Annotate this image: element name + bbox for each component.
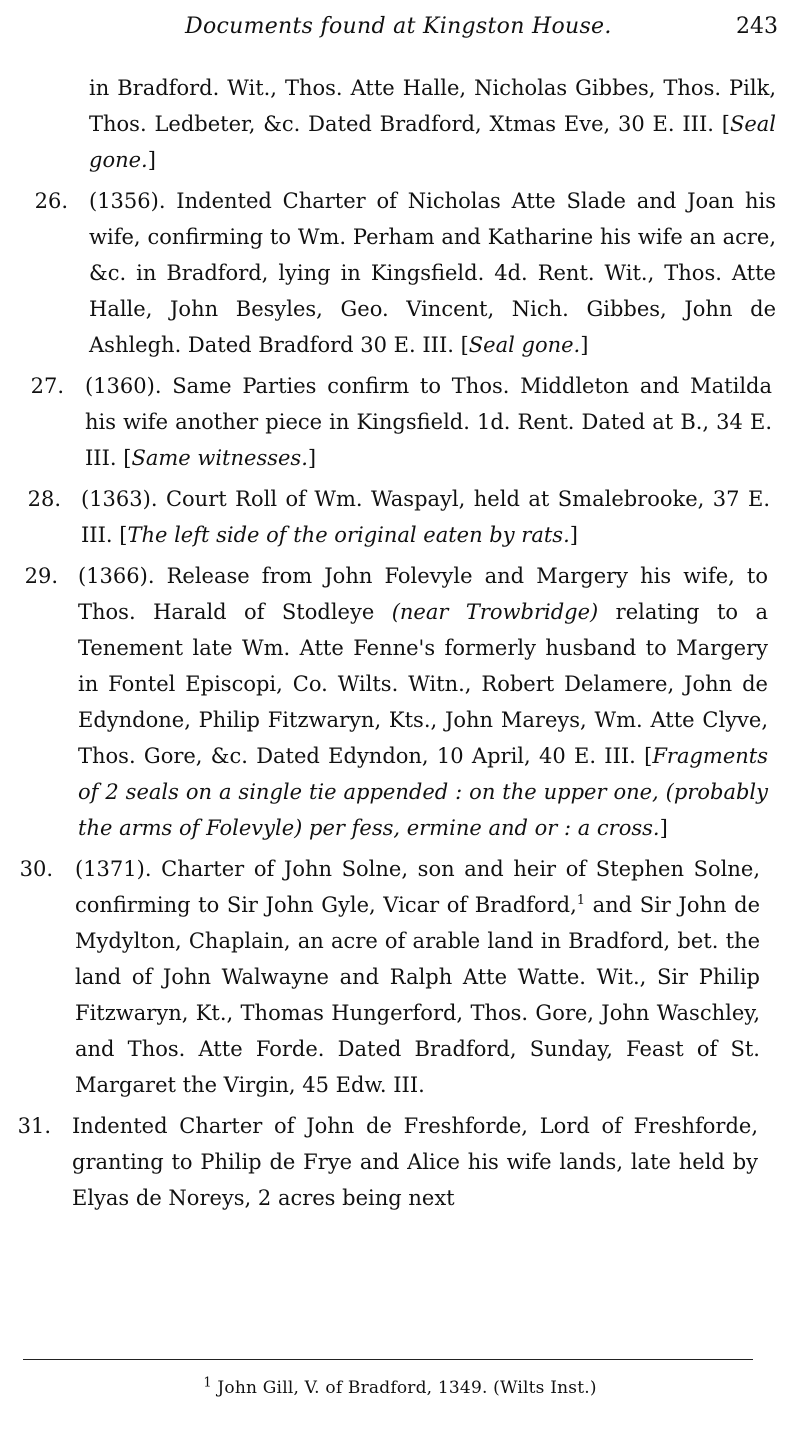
body-text (0, 70, 800, 1221)
entry-number: 29. (24, 564, 58, 588)
italic-note: Fragments of 2 seals on a single tie appended : on the upper one, (probably the arms of Folevyle) per fess, ermine and or : a cross. (78, 744, 768, 840)
entry-27 (0, 368, 800, 476)
footnote-reference: 1 (576, 893, 586, 908)
entry-continued (0, 70, 800, 178)
entry-30 (0, 851, 800, 1103)
italic-note: Same witnesses. (131, 446, 308, 470)
entry-26 (0, 183, 800, 363)
entry-number: 30. (19, 857, 53, 881)
footnote-marker: 1 (203, 1375, 212, 1391)
entry-number: 28. (27, 487, 61, 511)
italic-note: (near Trowbridge) (391, 600, 599, 624)
entry-text: in Bradford. Wit., Thos. Atte Halle, Nicholas Gibbes, Thos. Pilk, Thos. Ledbeter, &c. Dated Bradford, Xtmas Eve, 30 E. III. [Seal gone.] (89, 76, 776, 172)
entry-text: (1363). Court Roll of Wm. Waspayl, held at Smalebrooke, 37 E. III. [The left side of the original eaten by rats.] (81, 487, 770, 547)
entry-29 (0, 558, 800, 846)
italic-note: Seal gone. (89, 112, 776, 172)
entry-31 (0, 1108, 800, 1216)
entry-number: 31. (17, 1114, 51, 1138)
footnote-text: John Gill, V. of Bradford, 1349. (Wilts Inst.) (217, 1378, 597, 1398)
entry-text: Indented Charter of John de Freshforde, Lord of Freshforde, granting to Philip de Frye and Alice his wife lands, late held by Elyas de Noreys, 2 acres being next (72, 1114, 758, 1210)
italic-note: The left side of the original eaten by rats. (127, 523, 570, 547)
italic-note: Seal gone. (468, 333, 581, 357)
page-number: 243 (736, 14, 778, 39)
footnote (0, 1375, 800, 1398)
page-header (0, 14, 800, 48)
entry-text: (1360). Same Parties confirm to Thos. Middleton and Matilda his wife another piece in Kingsfield. 1d. Rent. Dated at B., 34 E. III. [Same witnesses.] (85, 374, 772, 470)
running-title: Documents found at Kingston House. (185, 14, 612, 39)
entry-number: 27. (30, 374, 64, 398)
footnote-rule (23, 1359, 753, 1360)
entry-text: (1371). Charter of John Solne, son and heir of Stephen Solne, confirming to Sir John Gyle, Vicar of Bradford,$^1$ and Sir John de Mydylton, Chaplain, an acre of arable land in Bradford, bet. the land of John Walwayne and Ralph Atte Watte. Wit., Sir Philip Fitzwaryn, Kt., Thomas Hungerford, Thos. Gore, John Waschley, and Thos. Atte Forde. Dated Bradford, Sunday, Feast of St. Margaret the Virgin, 45 Edw. III. (75, 857, 760, 1097)
entry-28 (0, 481, 800, 553)
entry-text: (1366). Release from John Folevyle and Margery his wife, to Thos. Harald of Stodleye (near Trowbridge) relating to a Tenement late Wm. Atte Fenne's formerly husband to Margery in Fontel Episcopi, Co. Wilts. Witn., Robert Delamere, John de Edyndone, Philip Fitzwaryn, Kts., John Mareys, Wm. Atte Clyve, Thos. Gore, &c. Dated Edyndon, 10 April, 40 E. III. [Fragments of 2 seals on a single tie appended : on the upper one, (probably the arms of Folevyle) per fess, ermine and or : a cross.] (78, 564, 768, 840)
entry-text: (1356). Indented Charter of Nicholas Atte Slade and Joan his wife, confirming to Wm. Perham and Katharine his wife an acre, &c. in Bradford, lying in Kingsfield. 4d. Rent. Wit., Thos. Atte Halle, John Besyles, Geo. Vincent, Nich. Gibbes, John de Ashlegh. Dated Bradford 30 E. III. [Seal gone.] (89, 189, 776, 357)
entry-number: 26. (34, 189, 68, 213)
